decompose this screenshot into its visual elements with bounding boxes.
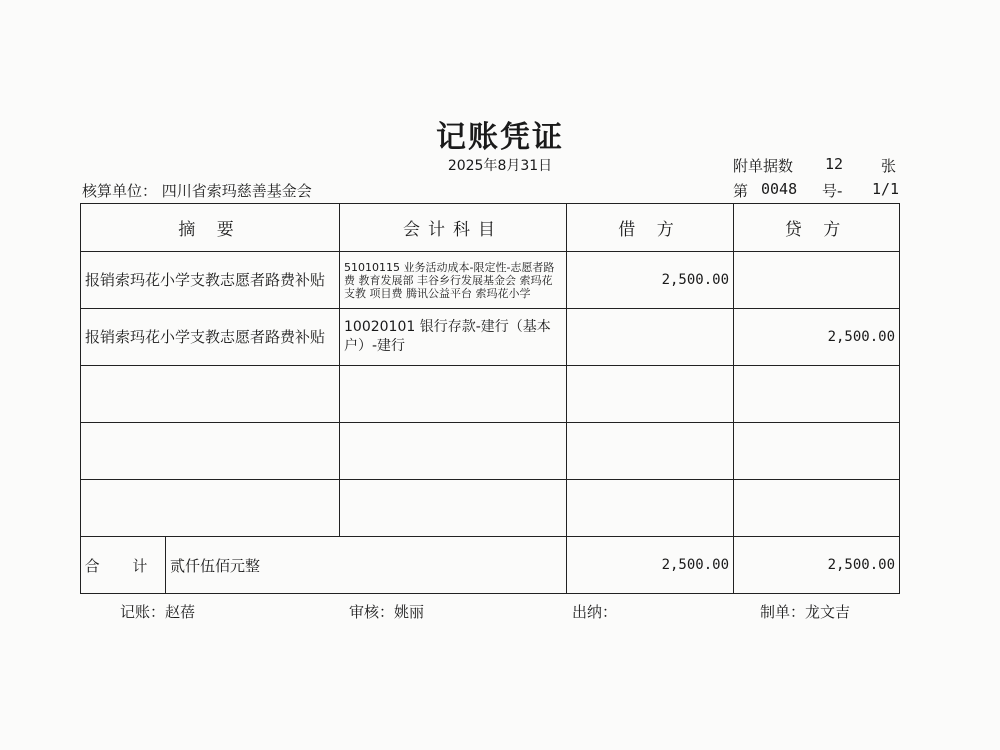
row-credit [734,480,900,537]
preparer-name: 龙文吉 [805,603,851,621]
cashier-label: 出纳： [572,603,618,621]
auditor-signature [349,601,424,622]
total-row [81,537,900,594]
column-header-summary: 摘 要 [81,204,340,252]
table-row [81,480,900,537]
row-account [340,423,567,480]
column-header-debit: 借 方 [567,204,734,252]
row-credit [734,366,900,423]
row-summary [81,366,340,423]
table-row [81,252,900,309]
row-account [340,366,567,423]
attachments-label: 附单据数 [733,157,794,175]
ledger-table [80,203,900,594]
voucher-page: 1/1 [872,180,900,198]
total-debit: 2,500.00 [567,537,734,594]
voucher-number: 0048 [761,180,798,198]
row-account [340,480,567,537]
total-cell [81,537,567,594]
row-debit: 2,500.00 [567,252,734,309]
row-debit [567,366,734,423]
table-header-row [81,204,900,252]
voucher-prefix: 第 [733,182,749,200]
total-credit: 2,500.00 [734,537,900,594]
column-header-credit: 贷 方 [734,204,900,252]
preparer-signature [760,601,850,622]
row-debit [567,309,734,366]
accounting-unit [82,180,312,201]
row-account: 10020101 银行存款-建行（基本户）-建行 [340,309,567,366]
cashier-signature [572,601,617,622]
row-summary: 报销索玛花小学支教志愿者路费补贴 [81,252,340,309]
row-credit [734,252,900,309]
total-label: 合 计 [81,537,166,593]
row-summary [81,480,340,537]
row-summary: 报销索玛花小学支教志愿者路费补贴 [81,309,340,366]
table-row [81,309,900,366]
table-row [81,423,900,480]
unit-label: 核算单位： [82,182,158,200]
row-summary [81,423,340,480]
row-credit: 2,500.00 [734,309,900,366]
auditor-label: 审核： [349,603,395,621]
total-amount-words: 贰仟伍佰元整 [170,556,261,575]
bookkeeper-signature [120,601,195,622]
voucher-date: 2025年8月31日 [447,158,553,174]
attachments-unit: 张 [881,157,897,175]
bookkeeper-name: 赵蓓 [165,603,196,621]
row-account: 51010115 业务活动成本-限定性-志愿者路费 教育发展部 丰谷乡行发展基金会 索玛花支教 项目费 腾讯公益平台 索玛花小学 [340,252,567,309]
table-row [81,366,900,423]
row-debit [567,423,734,480]
unit-name: 四川省索玛慈善基金会 [161,182,312,200]
column-header-account: 会计科目 [340,204,567,252]
voucher-title: 记账凭证 [436,120,564,155]
auditor-name: 姚丽 [394,603,425,621]
bookkeeper-label: 记账： [120,603,166,621]
preparer-label: 制单： [760,603,806,621]
attachments-count: 12 [825,155,844,173]
row-credit [734,423,900,480]
voucher-suffix: 号- [822,182,843,200]
row-debit [567,480,734,537]
